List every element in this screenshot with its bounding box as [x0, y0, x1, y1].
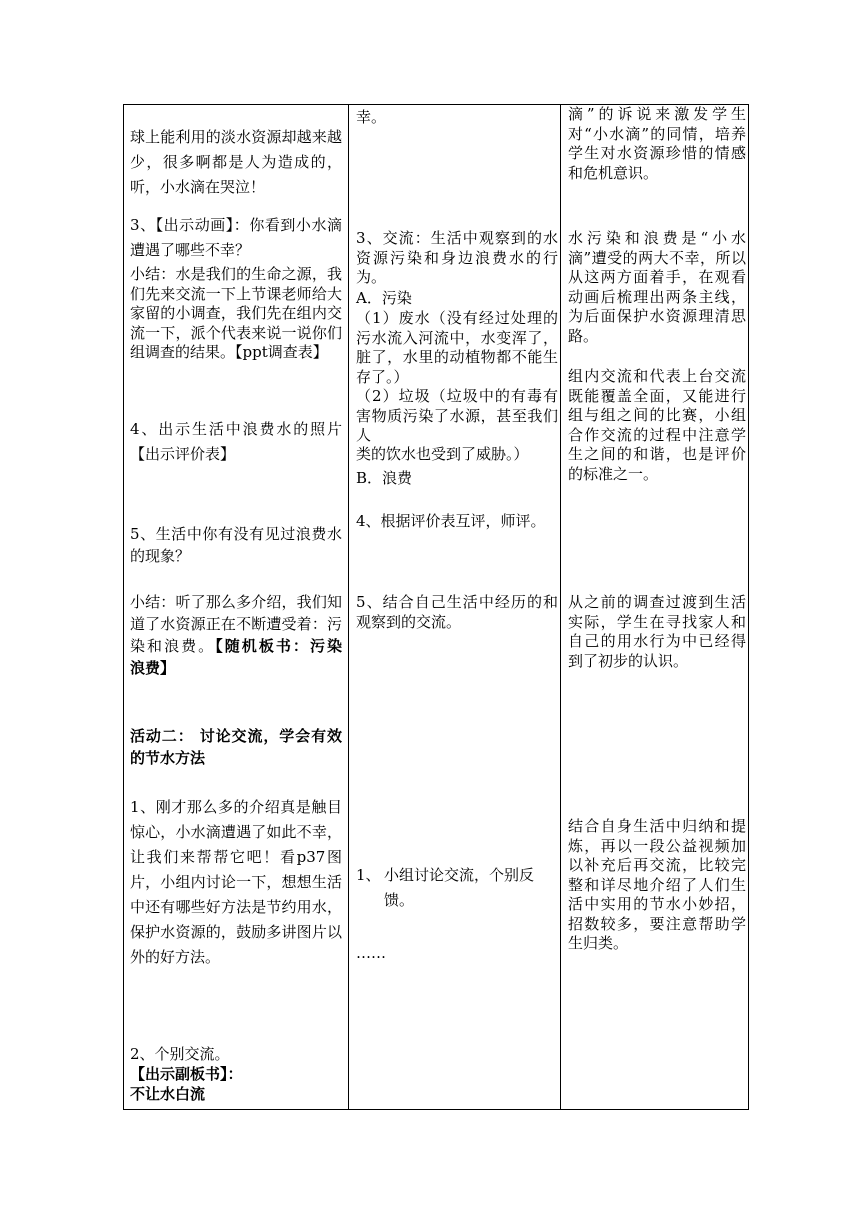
- list-text: 小组讨论交流，个别反馈。: [384, 866, 535, 909]
- list-number: 1、: [356, 866, 381, 884]
- paragraph: 3、交流：生活中观察到的水资源污染和身边浪费水的行为。: [356, 229, 558, 286]
- paragraph: 组内交流和代表上台交流既能覆盖全面，又能进行组与组之间的比赛，小组合作交流的过程中注意学生之间的和谐，也是评价的标准之一。: [568, 367, 746, 483]
- summary-paragraph: 小结：听了那么多介绍，我们知道了水资源正在不断遭受着：污染和浪费。【随机板书：污染 浪费】: [130, 593, 357, 677]
- paragraph: 从之前的调查过渡到生活实际，学生在寻找家人和自己的用水行为中已经得到了初步的认识。: [568, 593, 746, 670]
- paragraph: （1）废水（没有经过处理的污水流入河流中，水变浑了，脏了，水里的动植物都不能生存了。）: [356, 309, 558, 386]
- summary-paragraph: 小结：水是我们的生命之源，我们先来交流一下上节课老师给大家留的小调查，我们先在组内交流一下，派个代表来说一说你们组调查的结果。【ppt调查表】: [130, 265, 342, 361]
- paragraph: 3、【出示动画】：你看到小水滴遭遇了哪些不幸？: [130, 216, 342, 259]
- paragraph: 5、结合自己生活中经历的和观察到的交流。: [356, 593, 558, 631]
- column-divider: [348, 105, 349, 1109]
- activity-heading: 活动二： 讨论交流，学会有效的节水方法: [130, 727, 342, 767]
- paragraph: 水污染和浪费是“小水滴”遭受的两大不幸，所以从这两方面着手，在观看动画后梳理出两条主线，为后面保护水资源理清思路。: [568, 229, 746, 345]
- board-note: 【出示副板书】：: [130, 1065, 243, 1083]
- board-note: 不让水白流: [130, 1085, 206, 1103]
- paragraph: B．浪费: [356, 469, 413, 487]
- paragraph: 滴”的诉说来激发学生对“小水滴”的同情，培养学生对水资源珍惜的情感和危机意识。: [568, 105, 746, 182]
- paragraph: 球上能利用的淡水资源却越来越少，很多啊都是人为造成的，听，小水滴在哭泣！: [130, 128, 342, 196]
- paragraph: A．污染: [356, 289, 412, 307]
- column-divider: [560, 105, 561, 1109]
- paragraph: 幸。: [356, 108, 387, 126]
- paragraph: 2、个别交流。: [130, 1045, 230, 1063]
- paragraph: 4、出示生活中浪费水的照片【出示评价表】: [130, 420, 342, 463]
- paragraph: （2）垃圾（垃圾中的有毒有害物质污染了水源，甚至我们人: [356, 387, 558, 444]
- paragraph: 5、生活中你有没有见过浪费水的现象？: [130, 525, 342, 565]
- list-item: [356, 863, 558, 913]
- ellipsis: ……: [356, 944, 386, 962]
- board-note: 【随机板书：污染 浪费】: [130, 637, 357, 677]
- paragraph: 1、刚才那么多的介绍真是触目惊心，小水滴遭遇了如此不幸，让我们来帮帮它吧！看p37图片，小组内讨论一下，想想生活中还有哪些好方法是节约用水，保护水资源的，鼓励多讲图片以外的好方法。: [130, 798, 342, 966]
- paragraph: 结合自身生活中归纳和提炼，再以一段公益视频加以补充后再交流，比较完整和详尽地介绍了人们生活中实用的节水小妙招，招数较多，要注意帮助学生归类。: [568, 817, 746, 952]
- paragraph: 类的饮水也受到了威胁。）: [356, 445, 529, 463]
- paragraph: 4、根据评价表互评，师评。: [356, 512, 546, 530]
- lesson-plan-table: [123, 104, 749, 1110]
